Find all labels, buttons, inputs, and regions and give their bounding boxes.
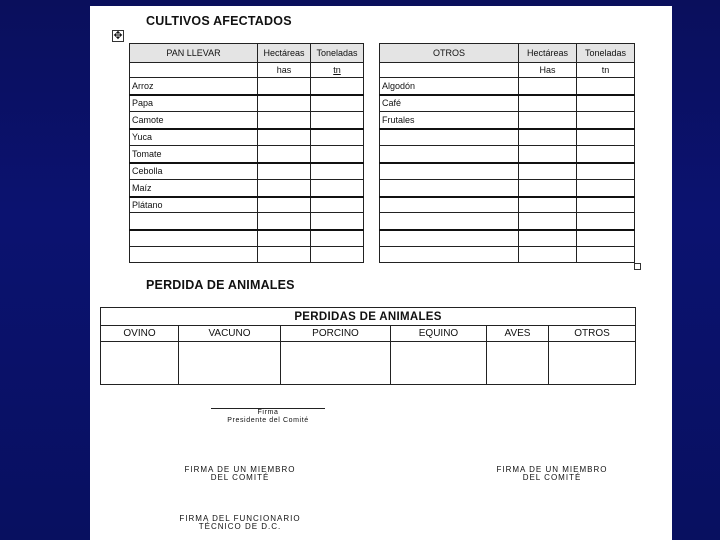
crop-name-cell: Arroz xyxy=(130,78,258,95)
table-row xyxy=(380,95,635,112)
tech-signature-line2: TÉCNICO DE D.C. xyxy=(198,522,282,531)
toneladas-cell[interactable] xyxy=(311,112,364,129)
input-otros[interactable] xyxy=(549,342,636,385)
table-row xyxy=(380,180,635,197)
input-ovino[interactable] xyxy=(101,342,179,385)
member-signature-right-line2: DEL COMITÉ xyxy=(522,473,582,482)
hectareas-cell[interactable] xyxy=(258,95,311,112)
input-vacuno[interactable] xyxy=(179,342,281,385)
table-row xyxy=(130,146,364,163)
crop-name-cell: Cebolla xyxy=(130,163,258,180)
crop-name-cell xyxy=(380,213,519,230)
col-porcino: PORCINO xyxy=(281,326,391,342)
hectareas-cell[interactable] xyxy=(519,197,577,213)
hectareas-cell[interactable] xyxy=(258,112,311,129)
crop-name-cell: Plátano xyxy=(130,197,258,213)
table-row xyxy=(380,78,635,95)
unit-cell-has: Has xyxy=(519,63,577,78)
crop-name-cell xyxy=(130,213,258,230)
unit-cell-empty xyxy=(380,63,519,78)
col-otros: OTROS xyxy=(549,326,636,342)
animals-table-title: PERDIDAS DE ANIMALES xyxy=(101,308,636,326)
table-row xyxy=(130,230,364,247)
member-signature-right-line1: FIRMA DE UN MIEMBRO xyxy=(496,465,608,474)
crop-name-cell xyxy=(380,163,519,180)
table-row xyxy=(380,247,635,263)
crop-name-cell: Camote xyxy=(130,112,258,129)
table-row xyxy=(130,180,364,197)
animals-heading: PERDIDA DE ANIMALES xyxy=(146,278,295,292)
col-header-pan-llevar: PAN LLEVAR xyxy=(130,44,258,63)
col-header-hectareas: Hectáreas xyxy=(519,44,577,63)
animals-input-row xyxy=(101,342,636,385)
hectareas-cell[interactable] xyxy=(519,163,577,180)
hectareas-cell[interactable] xyxy=(258,213,311,230)
col-header-toneladas: Toneladas xyxy=(311,44,364,63)
toneladas-cell[interactable] xyxy=(577,213,635,230)
crop-name-cell: Frutales xyxy=(380,112,519,129)
table-row xyxy=(380,112,635,129)
crop-name-cell: Algodón xyxy=(380,78,519,95)
hectareas-cell[interactable] xyxy=(519,146,577,163)
col-ovino: OVINO xyxy=(101,326,179,342)
toneladas-cell[interactable] xyxy=(311,230,364,247)
crop-name-cell xyxy=(380,129,519,146)
crop-name-cell: Café xyxy=(380,95,519,112)
col-header-toneladas: Toneladas xyxy=(577,44,635,63)
tech-signature-line1: FIRMA DEL FUNCIONARIO xyxy=(179,514,301,523)
animals-columns-row xyxy=(101,326,636,342)
crop-name-cell xyxy=(380,180,519,197)
header-row xyxy=(130,44,364,63)
hectareas-cell[interactable] xyxy=(258,197,311,213)
hectareas-cell[interactable] xyxy=(258,129,311,146)
hectareas-cell[interactable] xyxy=(258,78,311,95)
table-row xyxy=(130,95,364,112)
table-row xyxy=(130,197,364,213)
hectareas-cell[interactable] xyxy=(258,230,311,247)
table-row xyxy=(130,129,364,146)
hectareas-cell[interactable] xyxy=(258,146,311,163)
toneladas-cell[interactable] xyxy=(577,163,635,180)
table-row xyxy=(380,163,635,180)
hectareas-cell[interactable] xyxy=(519,78,577,95)
units-row xyxy=(130,63,364,78)
unit-cell-has: has xyxy=(258,63,311,78)
hectareas-cell[interactable] xyxy=(519,112,577,129)
crop-name-cell: Papa xyxy=(130,95,258,112)
hectareas-cell[interactable] xyxy=(258,180,311,197)
table-move-handle-icon[interactable]: ✥ xyxy=(113,30,123,42)
member-signature-left-line1: FIRMA DE UN MIEMBRO xyxy=(184,465,296,474)
toneladas-cell[interactable] xyxy=(311,146,364,163)
toneladas-cell[interactable] xyxy=(311,180,364,197)
crop-name-cell xyxy=(130,230,258,247)
crop-name-cell xyxy=(380,247,519,263)
crop-name-cell xyxy=(380,230,519,247)
crop-name-cell: Yuca xyxy=(130,129,258,146)
table-row xyxy=(130,247,364,263)
col-equino: EQUINO xyxy=(391,326,487,342)
toneladas-cell[interactable] xyxy=(311,129,364,146)
toneladas-cell[interactable] xyxy=(577,146,635,163)
table-row xyxy=(380,213,635,230)
signature-president-label: Presidente del Comité xyxy=(227,417,309,424)
toneladas-cell[interactable] xyxy=(311,247,364,263)
input-porcino[interactable] xyxy=(281,342,391,385)
table-row xyxy=(130,78,364,95)
toneladas-cell[interactable] xyxy=(577,197,635,213)
crop-name-cell xyxy=(380,146,519,163)
hectareas-cell[interactable] xyxy=(519,95,577,112)
table-row xyxy=(130,112,364,129)
input-equino[interactable] xyxy=(391,342,487,385)
toneladas-cell[interactable] xyxy=(311,95,364,112)
toneladas-cell[interactable] xyxy=(577,247,635,263)
hectareas-cell[interactable] xyxy=(519,247,577,263)
unit-cell-tn: tn xyxy=(577,63,635,78)
crops-otros-table xyxy=(379,43,635,263)
table-row xyxy=(380,146,635,163)
table-row xyxy=(380,129,635,146)
animals-title-row xyxy=(101,308,636,326)
col-aves: AVES xyxy=(487,326,549,342)
crop-name-cell: Maíz xyxy=(130,180,258,197)
table-resize-handle-icon[interactable] xyxy=(634,263,641,270)
signature-firma-label: Firma xyxy=(257,409,279,416)
hectareas-cell[interactable] xyxy=(258,247,311,263)
crop-name-cell: Tomate xyxy=(130,146,258,163)
member-signature-left-line2: DEL COMITÉ xyxy=(210,473,270,482)
crops-pan-llevar-table xyxy=(129,43,364,263)
toneladas-cell[interactable] xyxy=(311,197,364,213)
toneladas-cell[interactable] xyxy=(311,163,364,180)
unit-cell-tn: tn xyxy=(311,63,364,78)
col-vacuno: VACUNO xyxy=(179,326,281,342)
units-row xyxy=(380,63,635,78)
input-aves[interactable] xyxy=(487,342,549,385)
toneladas-cell[interactable] xyxy=(577,112,635,129)
toneladas-cell[interactable] xyxy=(311,78,364,95)
toneladas-cell[interactable] xyxy=(577,180,635,197)
header-row xyxy=(380,44,635,63)
table-row xyxy=(380,230,635,247)
crop-name-cell xyxy=(380,197,519,213)
hectareas-cell[interactable] xyxy=(519,213,577,230)
table-row xyxy=(130,163,364,180)
col-header-otros: OTROS xyxy=(380,44,519,63)
crops-title: CULTIVOS AFECTADOS xyxy=(146,14,292,28)
hectareas-cell[interactable] xyxy=(519,129,577,146)
col-header-hectareas: Hectáreas xyxy=(258,44,311,63)
animal-losses-table xyxy=(100,307,636,385)
toneladas-cell[interactable] xyxy=(577,129,635,146)
toneladas-cell[interactable] xyxy=(577,78,635,95)
hectareas-cell[interactable] xyxy=(258,163,311,180)
document-page xyxy=(90,6,672,540)
table-row xyxy=(380,197,635,213)
toneladas-cell[interactable] xyxy=(577,230,635,247)
hectareas-cell[interactable] xyxy=(519,180,577,197)
hectareas-cell[interactable] xyxy=(519,230,577,247)
toneladas-cell[interactable] xyxy=(577,95,635,112)
crop-name-cell xyxy=(130,247,258,263)
table-row xyxy=(130,213,364,230)
unit-cell-empty xyxy=(130,63,258,78)
toneladas-cell[interactable] xyxy=(311,213,364,230)
